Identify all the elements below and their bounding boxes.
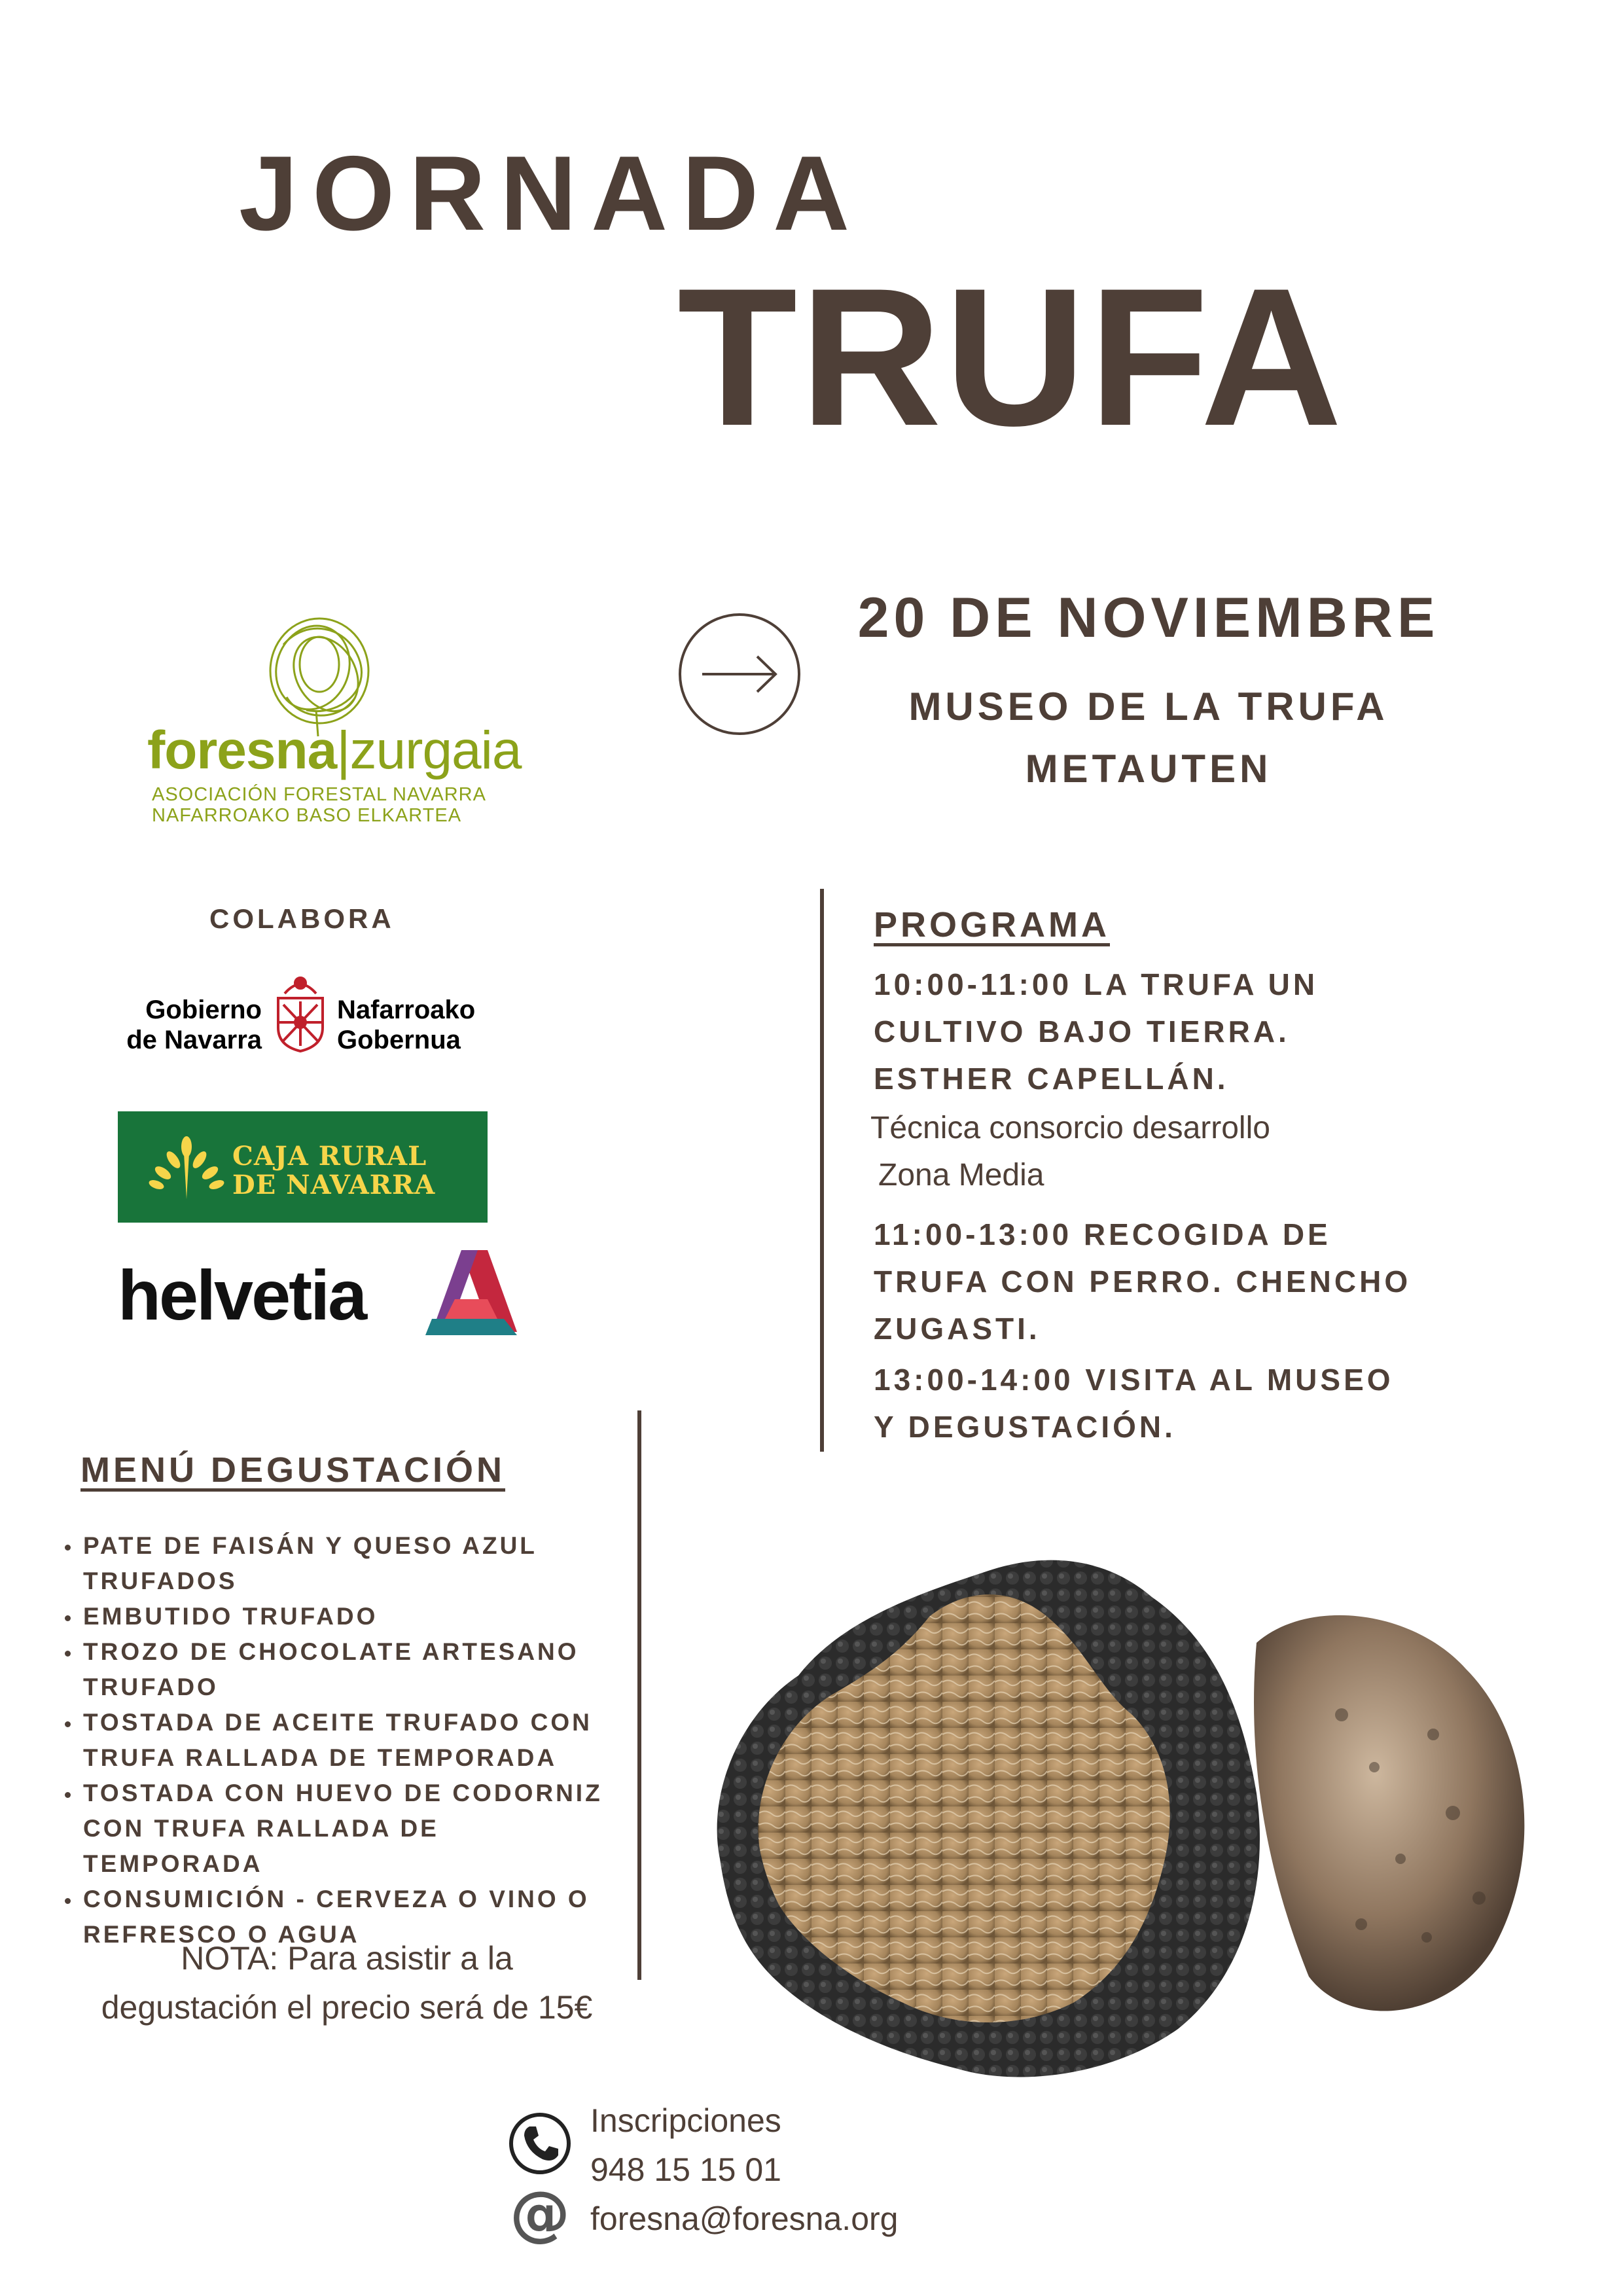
menu-item: CONSUMICIÓN - CERVEZA O VINO O REFRESCO O AGUA [62,1882,625,1952]
prog-1-line-2: CULTIVO BAJO TIERRA. [874,1014,1290,1049]
prog-2-line-3: ZUGASTI. [874,1312,1041,1346]
helvetia-wordmark: helvetia [118,1255,366,1335]
gob-left-2: de Navarra [126,1026,262,1054]
contact-phone: 948 15 15 01 [590,2151,781,2188]
prog-3-line-2: Y DEGUSTACIÓN. [874,1410,1176,1444]
programa-item-3 [874,1356,1463,1450]
prog-1-line-1: 10:00-11:00 LA TRUFA UN [874,967,1319,1001]
foresna-wordmark: foresna|zurgaia [147,721,522,780]
menu-list [62,1528,625,1952]
phone-icon [507,2111,573,2176]
prog-1-line-3: ESTHER CAPELLÁN. [874,1062,1229,1096]
divider-left [637,1410,641,1980]
contact-label: Inscripciones [590,2102,781,2139]
menu-item: EMBUTIDO TRUFADO [62,1599,625,1634]
foresna-thin: zurgaia [349,721,522,780]
prog-1-desc-1: Técnica consorcio desarrollo [870,1111,1270,1145]
event-date: 20 DE NOVIEMBRE [857,586,1440,649]
gobierno-navarra-text [115,995,262,1055]
helvetia-logo-icon [425,1247,517,1342]
divider-right [820,889,824,1452]
event-venue [838,675,1459,800]
wheat-icon [147,1127,226,1206]
navarra-shield-icon [272,969,329,1054]
caja-rural-text [232,1142,435,1200]
foresna-sub-1: ASOCIACIÓN FORESTAL NAVARRA [152,784,486,805]
title-jornada: JORNADA [239,134,865,253]
gob-left-1: Gobierno [145,996,262,1024]
title-trufa: TRUFA [677,247,1345,467]
contact-email: foresna@foresna.org [590,2200,899,2237]
svg-text:@: @ [510,2183,570,2248]
prog-2-line-1: 11:00-13:00 RECOGIDA DE [874,1217,1331,1251]
nota-line-1: NOTA: Para asistir a la [181,1940,513,1977]
gob-right-2: Gobernua [337,1026,461,1054]
caja-line-2: DE NAVARRA [232,1170,436,1200]
venue-line-1: MUSEO DE LA TRUFA [908,685,1389,728]
nota-line-2: degustación el precio será de 15€ [101,1989,593,2026]
arrow-right-icon [677,612,802,736]
gobierno-navarra-text-eus [337,995,475,1055]
colabora-label: COLABORA [209,903,395,934]
at-icon [507,2183,573,2248]
menu-title: MENÚ DEGUSTACIÓN [80,1450,506,1490]
menu-item: TOSTADA CON HUEVO DE CODORNIZ CON TRUFA RALLADA DE TEMPORADA [62,1776,625,1882]
gob-right-1: Nafarroako [337,996,476,1024]
menu-item: PATE DE FAISÁN Y QUESO AZUL TRUFADOS [62,1528,625,1599]
truffle-image [681,1518,1610,2108]
foresna-subtitle [152,784,486,826]
venue-line-2: METAUTEN [1025,747,1272,791]
foresna-bold: foresna [147,721,337,780]
programa-item-1-desc [870,1105,1459,1199]
foresna-sub-2: NAFARROAKO BASO ELKARTEA [152,805,462,826]
menu-note [62,1934,632,2032]
prog-3-line-1: 13:00-14:00 VISITA AL MUSEO [874,1363,1394,1397]
programa-item-2 [874,1211,1463,1352]
programa-item-1 [874,961,1463,1102]
menu-item: TOSTADA DE ACEITE TRUFADO CON TRUFA RALLADA DE TEMPORADA [62,1705,625,1776]
prog-1-desc-2: Zona Media [878,1158,1044,1193]
caja-line-1: CAJA RURAL [232,1141,427,1172]
menu-item: TROZO DE CHOCOLATE ARTESANO TRUFADO [62,1634,625,1705]
programa-title: PROGRAMA [874,905,1110,944]
prog-2-line-2: TRUFA CON PERRO. CHENCHO [874,1265,1412,1299]
